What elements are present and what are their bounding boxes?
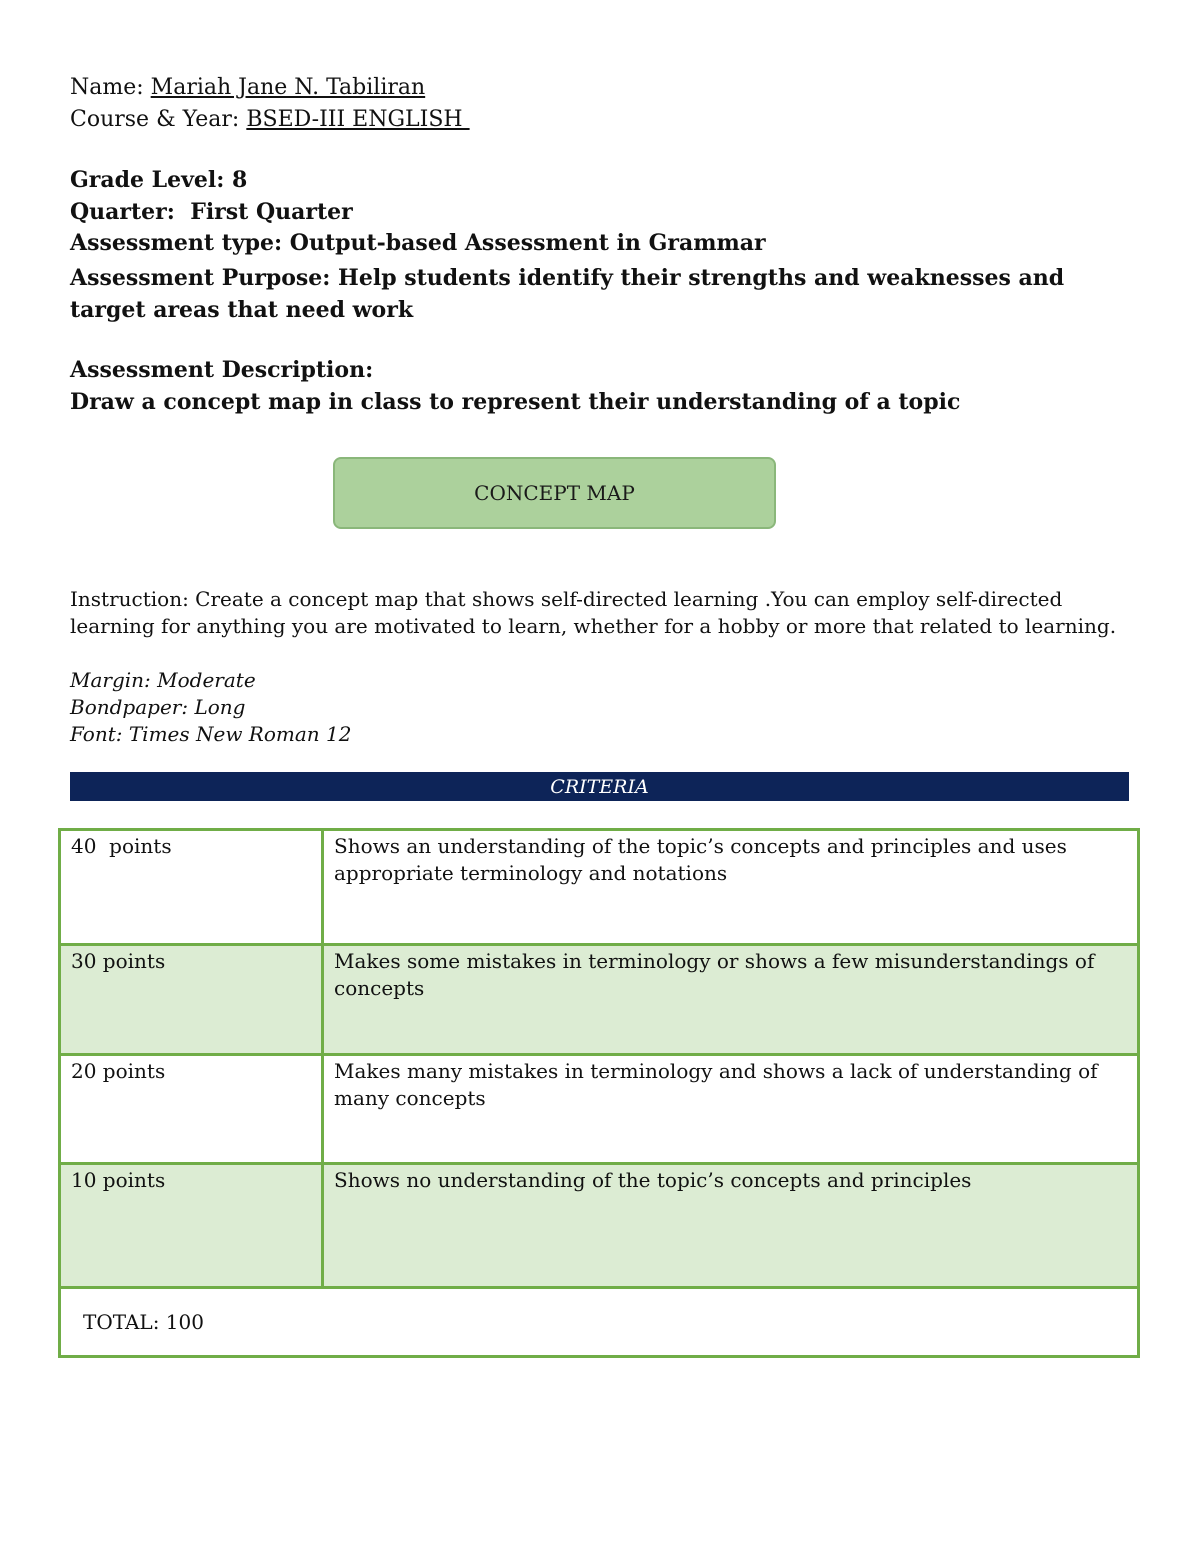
description-label: Assessment Description:	[70, 357, 374, 383]
format-bondpaper: Bondpaper: Long	[70, 695, 246, 719]
course-label: Course & Year:	[70, 107, 240, 132]
rubric-description: Makes some mistakes in terminology or shows a few misunderstandings of concepts	[323, 945, 1139, 1055]
rubric-points: 10 points	[60, 1164, 323, 1288]
concept-map-label: CONCEPT MAP	[474, 481, 635, 505]
rubric-points: 20 points	[60, 1055, 323, 1164]
instruction-text: Instruction: Create a concept map that shows self-directed learning .You can employ self-directed learning for anything you are motivated to learn, whether for a hobby or more that related to learning.	[70, 587, 1117, 638]
total-cell: TOTAL: 100	[60, 1288, 1139, 1357]
rubric-description: Makes many mistakes in terminology and shows a lack of understanding of many concepts	[323, 1055, 1139, 1164]
rubric-table	[58, 828, 1140, 1358]
course-value: BSED-III ENGLISH	[246, 107, 470, 132]
assessment-purpose: Assessment Purpose: Help students identify their strengths and weaknesses and target areas that need work	[70, 265, 1065, 323]
criteria-label: CRITERIA	[550, 775, 649, 798]
total-row	[60, 1288, 1139, 1357]
assessment-type: Assessment type: Output-based Assessment in Grammar	[70, 230, 766, 256]
rubric-row	[60, 1055, 1139, 1164]
format-font: Font: Times New Roman 12	[70, 722, 352, 746]
description-text: Draw a concept map in class to represent their understanding of a topic	[70, 389, 961, 415]
rubric-points: 30 points	[60, 945, 323, 1055]
course-line	[70, 107, 470, 133]
criteria-header	[70, 772, 1129, 801]
quarter: Quarter: First Quarter	[70, 199, 353, 225]
rubric-description: Shows an understanding of the topic’s concepts and principles and uses appropriate terminology and notations	[323, 830, 1139, 945]
rubric-row	[60, 945, 1139, 1055]
rubric-description: Shows no understanding of the topic’s concepts and principles	[323, 1164, 1139, 1288]
name-line	[70, 75, 425, 101]
rubric-row	[60, 1164, 1139, 1288]
name-value: Mariah Jane N. Tabiliran	[150, 75, 426, 100]
concept-map-box	[333, 457, 776, 529]
name-label: Name:	[70, 75, 144, 100]
rubric-points: 40 points	[60, 830, 323, 945]
format-margin: Margin: Moderate	[70, 668, 256, 692]
grade-level: Grade Level: 8	[70, 167, 248, 193]
rubric-row	[60, 830, 1139, 945]
